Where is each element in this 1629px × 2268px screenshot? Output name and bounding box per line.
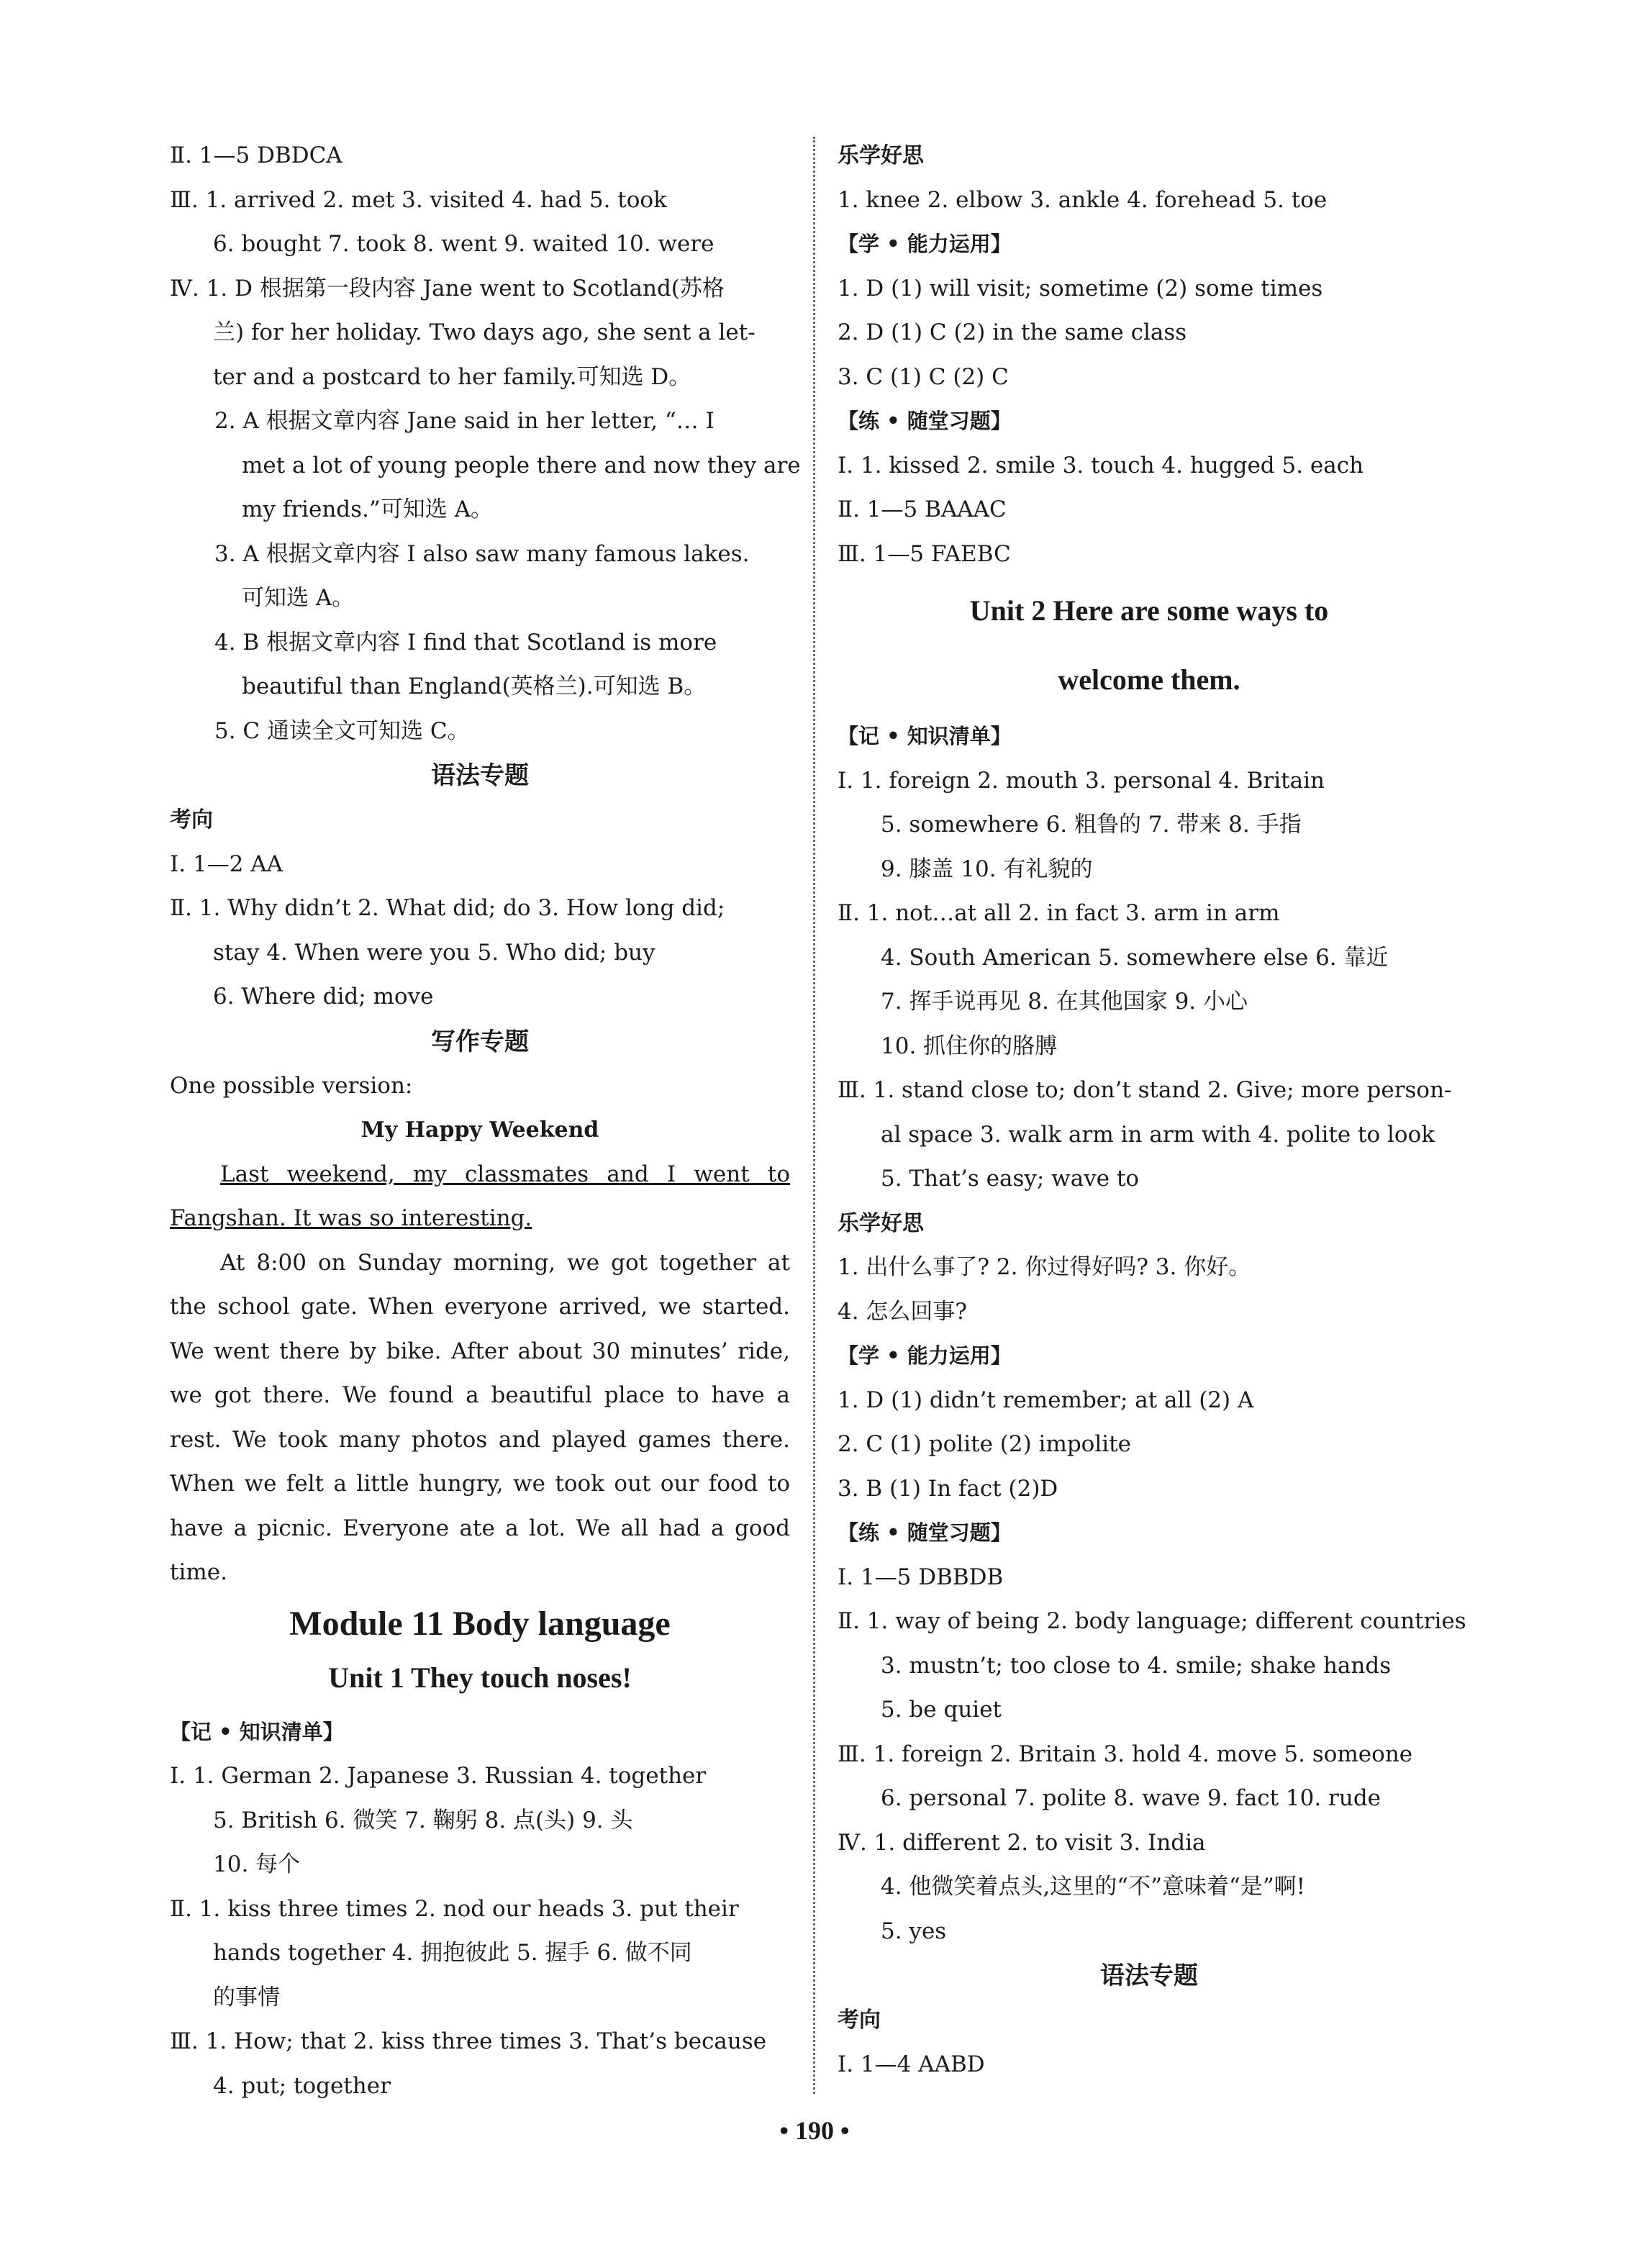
answer-line: Ⅰ. 1—4 AABD <box>838 2051 985 2077</box>
section-title-grammar: 语法专题 <box>1100 1961 1198 1990</box>
answer-line: 1. D (1) didn’t remember; at all (2) A <box>838 1387 1254 1413</box>
section-label: 【练 • 随堂习题】 <box>838 409 1012 433</box>
answer-line: 2. C (1) polite (2) impolite <box>838 1431 1131 1457</box>
subsection-kaoxiang: 考向 <box>838 2008 881 2033</box>
answer-line: 5. be quiet <box>881 1697 1002 1723</box>
section-label: 【记 • 知识清单】 <box>170 1719 344 1744</box>
answer-line: beautiful than England(英格兰).可知选 B。 <box>242 673 707 699</box>
answer-line: 4. 怎么回事? <box>838 1298 968 1325</box>
section-label: 【记 • 知识清单】 <box>838 724 1012 748</box>
answer-line: 4. 他微笑着点头,这里的“不”意味着“是”啊! <box>881 1874 1306 1900</box>
answer-line: 6. personal 7. polite 8. wave 9. fact 10. rude <box>881 1785 1381 1811</box>
answer-line: Ⅱ. 1—5 DBDCA <box>170 142 342 168</box>
answer-line: Ⅰ. 1. German 2. Japanese 3. Russian 4. together <box>170 1763 707 1789</box>
answer-line: 的事情 <box>213 1984 280 2010</box>
section-label: 【练 • 随堂习题】 <box>838 1520 1012 1545</box>
answer-line: Ⅱ. 1. way of being 2. body language; different countries <box>838 1608 1466 1634</box>
answer-line: stay 4. When were you 5. Who did; buy <box>213 939 655 966</box>
answer-line: 10. 每个 <box>213 1851 301 1877</box>
right-column <box>838 134 1466 2087</box>
answer-line: Ⅳ. 1. different 2. to visit 3. India <box>838 1829 1206 1856</box>
subsection-lexue: 乐学好思 <box>838 143 924 168</box>
answer-line: 1. 出什么事了? 2. 你过得好吗? 3. 你好。 <box>838 1254 1251 1280</box>
answer-line: 4. put; together <box>213 2072 391 2099</box>
answer-line: 兰) for her holiday. Two days ago, she sent a let- <box>213 319 755 345</box>
answer-line: Ⅰ. 1. kissed 2. smile 3. touch 4. hugged 5. each <box>838 452 1364 478</box>
answer-line: Ⅲ. 1. arrived 2. met 3. visited 4. had 5. took <box>170 186 667 213</box>
answer-line: 10. 抓住你的胳膊 <box>881 1033 1058 1059</box>
answer-line: Ⅰ. 1—5 DBBDB <box>838 1564 1004 1590</box>
answer-line: met a lot of young people there and now they are <box>242 452 801 478</box>
subsection-lexue: 乐学好思 <box>838 1210 924 1236</box>
answer-line: 2. D (1) C (2) in the same class <box>838 319 1187 345</box>
unit-title: Unit 1 They touch noses! <box>328 1661 632 1694</box>
section-title-writing: 写作专题 <box>431 1027 529 1056</box>
answer-line: 3. mustn’t; too close to 4. smile; shake hands <box>881 1652 1392 1679</box>
answer-line: 4. South American 5. somewhere else 6. 靠近 <box>881 944 1389 971</box>
answer-line: Ⅳ. 1. D 根据第一段内容 Jane went to Scotland(苏格 <box>170 275 725 301</box>
answer-line: 9. 膝盖 10. 有礼貌的 <box>881 856 1093 882</box>
essay-title: My Happy Weekend <box>360 1117 599 1143</box>
answer-line: Ⅱ. 1—5 BAAAC <box>838 496 1007 522</box>
answer-line: 3. B (1) In fact (2)D <box>838 1475 1058 1502</box>
essay-body: At 8:00 on Sunday morning, we got together at the school gate. When everyone arrived, we started. We went there by bike. After about 30 minutes’ ride, we got there. We found a beautiful place to have a rest. We took many photos and played games there. When we felt a little hungry, we took out our food to have a picnic. Everyone ate a lot. We all had a good time. <box>170 1249 790 1585</box>
answer-line: Ⅰ. 1. foreign 2. mouth 3. personal 4. Britain <box>838 767 1325 794</box>
answer-line: 1. knee 2. elbow 3. ankle 4. forehead 5. toe <box>838 186 1328 213</box>
section-title-grammar: 语法专题 <box>431 761 529 790</box>
page-number: • 190 • <box>779 2116 850 2145</box>
answer-line: 4. B 根据文章内容 I find that Scotland is more <box>214 629 717 656</box>
answer-line: 5. C 通读全文可知选 C。 <box>214 717 470 744</box>
answer-line: Ⅲ. 1. stand close to; don’t stand 2. Give; more person- <box>838 1077 1452 1103</box>
answer-line: 3. A 根据文章内容 I also saw many famous lakes. <box>214 540 750 567</box>
answer-line: 5. That’s easy; wave to <box>881 1166 1140 1192</box>
answer-line: al space 3. walk arm in arm with 4. polite to look <box>881 1121 1435 1148</box>
answer-line: ter and a postcard to her family.可知选 D。 <box>213 363 691 390</box>
answer-line: 5. somewhere 6. 粗鲁的 7. 带来 8. 手指 <box>881 812 1302 838</box>
section-label: 【学 • 能力运用】 <box>838 1343 1012 1368</box>
version-label: One possible version: <box>170 1072 413 1099</box>
module-title: Module 11 Body language <box>289 1604 671 1643</box>
subsection-kaoxiang: 考向 <box>170 807 213 833</box>
answer-line: Ⅲ. 1. foreign 2. Britain 3. hold 4. move 5. someone <box>838 1741 1413 1767</box>
section-label: 【学 • 能力运用】 <box>838 232 1012 256</box>
column-divider <box>813 137 815 2094</box>
unit-title: Unit 2 Here are some ways to <box>969 594 1329 627</box>
answer-line: 6. Where did; move <box>213 984 434 1010</box>
unit-title-cont: welcome them. <box>1058 663 1240 696</box>
answer-line: 可知选 A。 <box>242 585 355 611</box>
answer-line: 7. 挥手说再见 8. 在其他国家 9. 小心 <box>881 989 1248 1015</box>
answer-line: 6. bought 7. took 8. went 9. waited 10. were <box>213 231 714 257</box>
left-column <box>170 134 801 2108</box>
essay-first-sentence: Last weekend, my classmates and I went to Fangshan. It was so interesting. <box>170 1161 790 1231</box>
answer-line: hands together 4. 拥抱彼此 5. 握手 6. 做不同 <box>213 1940 692 1966</box>
answer-line: Ⅱ. 1. not…at all 2. in fact 3. arm in arm <box>838 900 1280 926</box>
answer-line: Ⅱ. 1. kiss three times 2. nod our heads 3. put their <box>170 1895 739 1922</box>
answer-line: 2. A 根据文章内容 Jane said in her letter, “… I <box>214 408 714 434</box>
answer-line: 1. D (1) will visit; sometime (2) some times <box>838 275 1323 301</box>
answer-line: 5. yes <box>881 1918 947 1944</box>
answer-line: Ⅲ. 1—5 FAEBC <box>838 540 1011 567</box>
answer-line: Ⅰ. 1—2 AA <box>170 850 283 877</box>
answer-line: 3. C (1) C (2) C <box>838 363 1009 390</box>
answer-line: Ⅱ. 1. Why didn’t 2. What did; do 3. How long did; <box>170 895 725 921</box>
answer-line: Ⅲ. 1. How; that 2. kiss three times 3. That’s because <box>170 2028 767 2054</box>
answer-line: 5. British 6. 微笑 7. 鞠躬 8. 点(头) 9. 头 <box>213 1807 633 1833</box>
answer-line: my friends.”可知选 A。 <box>242 496 493 522</box>
